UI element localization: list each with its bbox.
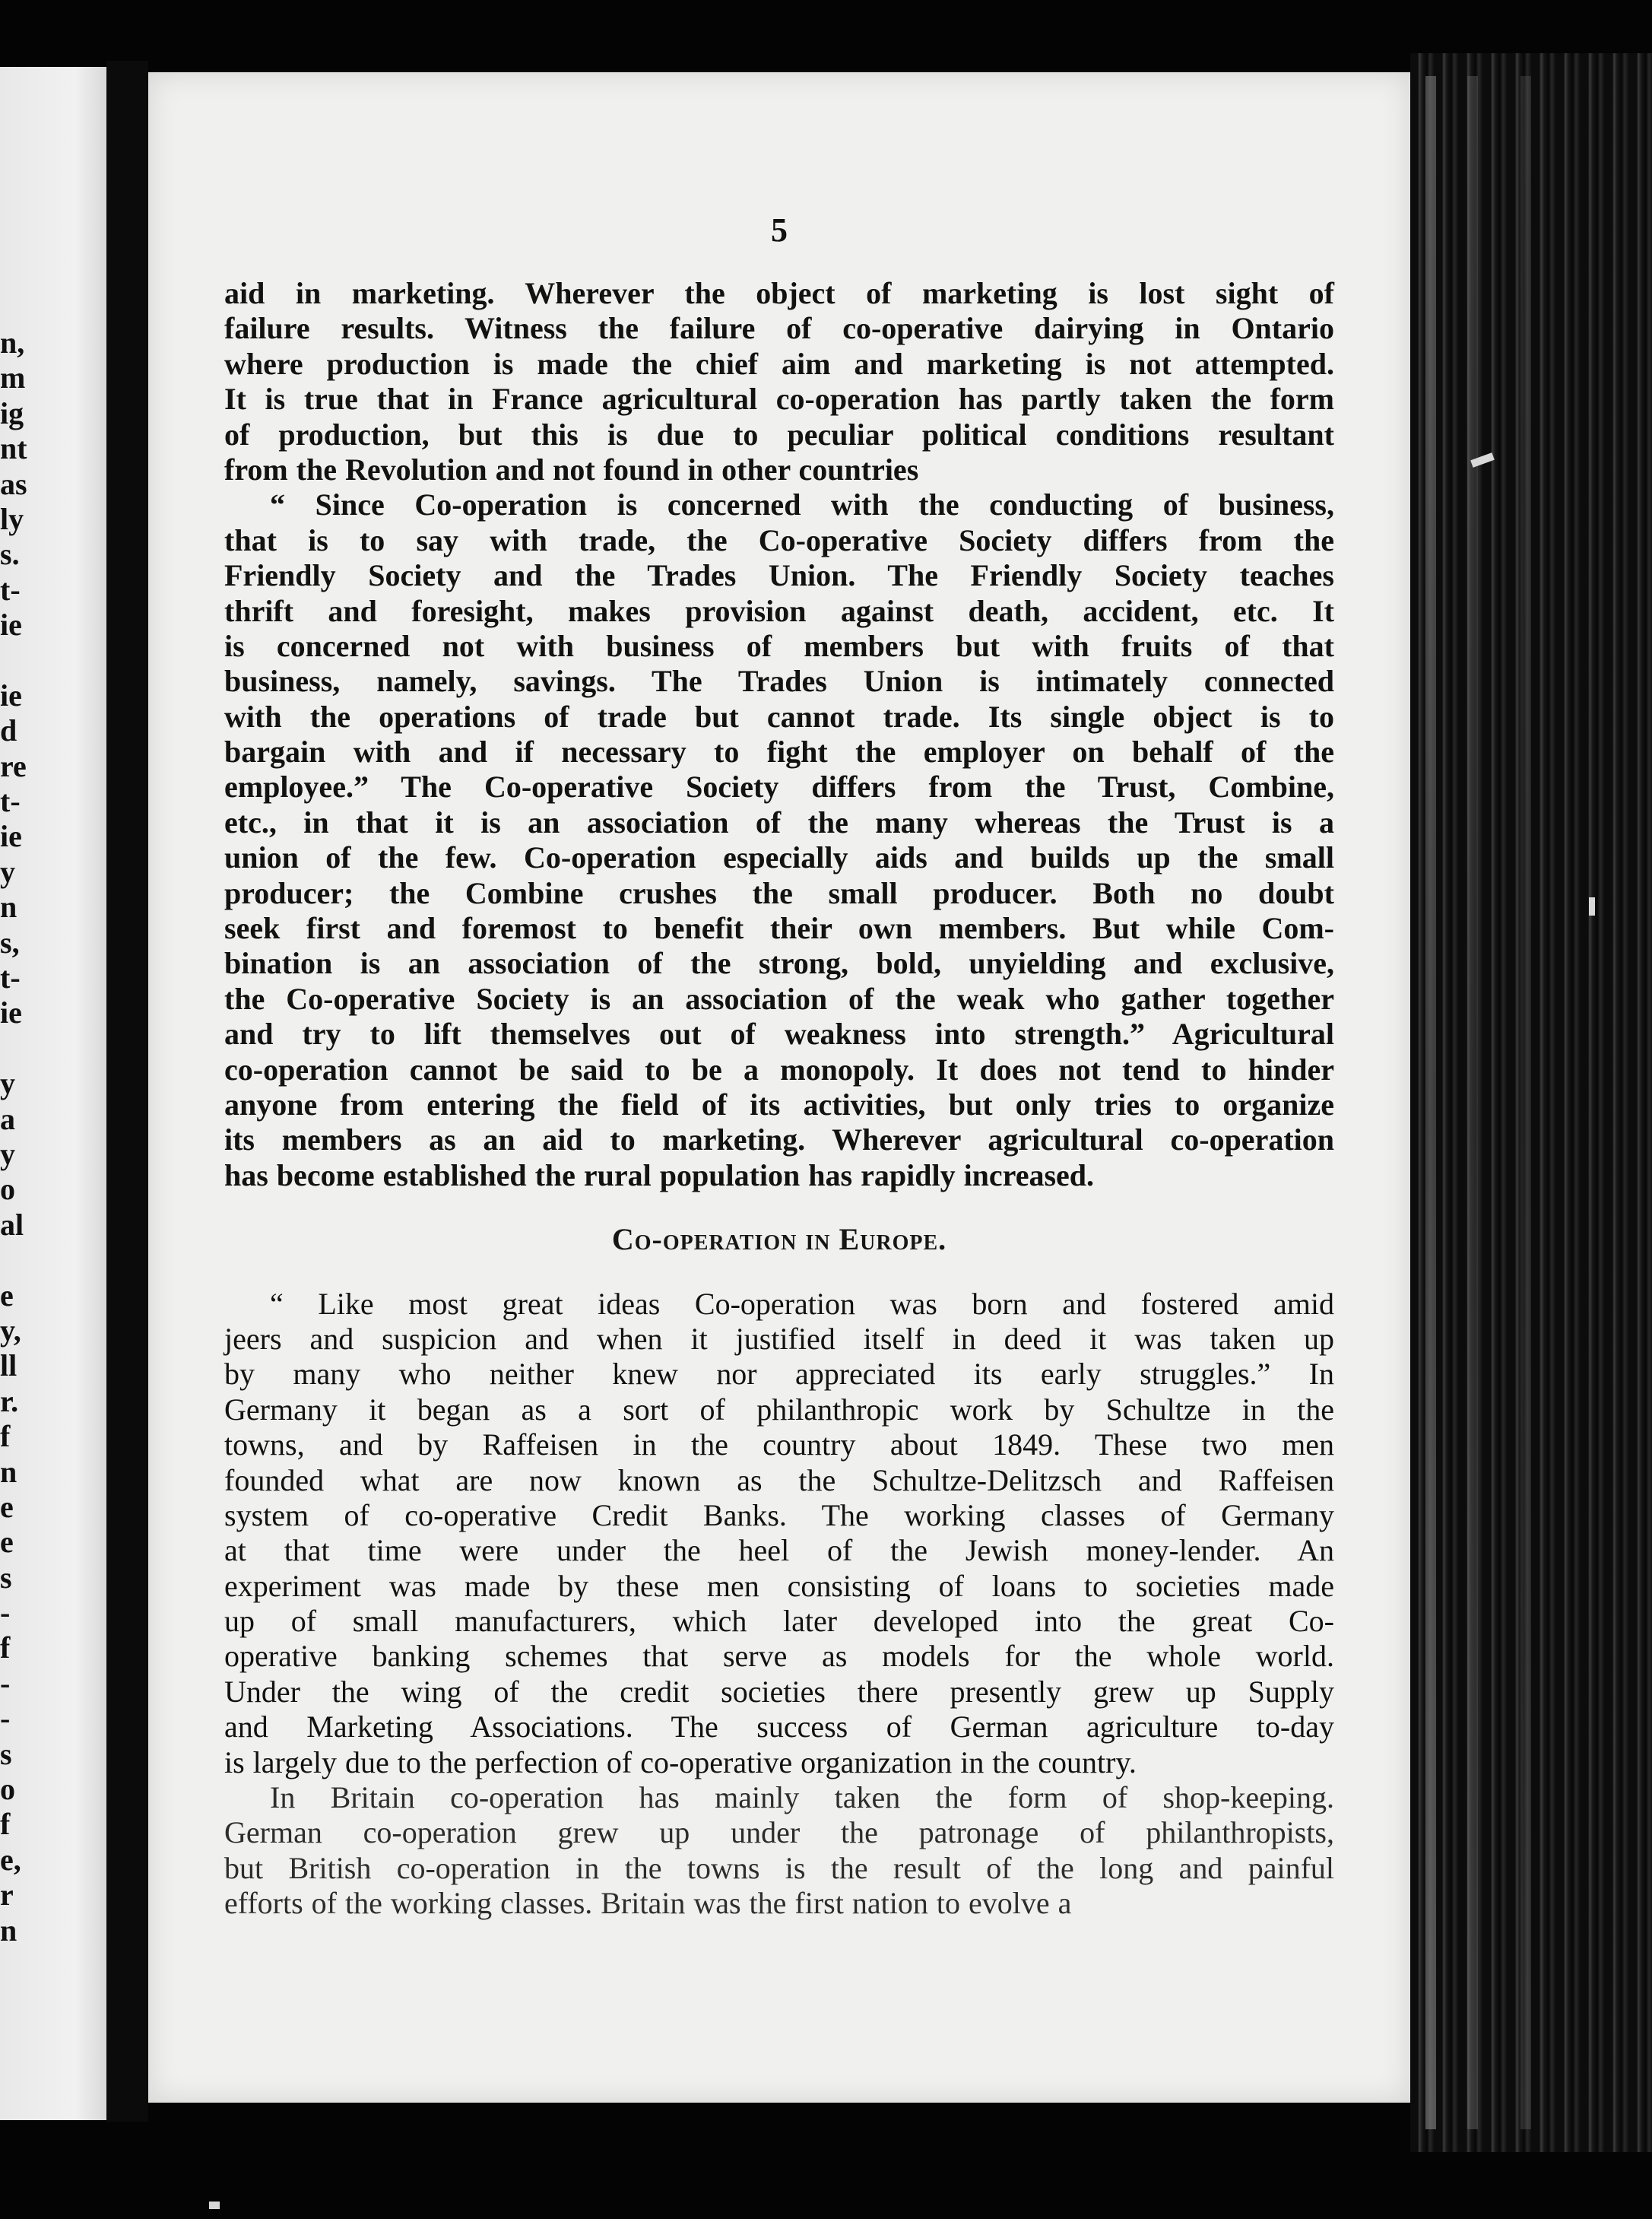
facing-page-fragment: nt: [0, 431, 27, 466]
facing-page-fragment: al: [0, 1207, 24, 1242]
facing-page-fragment: s.: [0, 537, 20, 572]
text-line: German co-operation grew up under the patronage of philanthropists,: [224, 1815, 1334, 1850]
facing-page-fragment: ly: [0, 501, 24, 536]
text-line: with the operations of trade but cannot trade. Its single object is to: [224, 699, 1334, 734]
text-line: employee.” The Co-operative Society differs from the Trust, Combine,: [224, 770, 1334, 805]
text-line: has become established the rural population has rapidly increased.: [224, 1157, 1095, 1192]
text-line: It is true that in France agricultural co-operation has partly taken the form: [224, 382, 1334, 417]
paragraph-britain: [224, 1780, 1334, 1922]
text-line: experiment was made by these men consisting of loans to societies made: [224, 1568, 1334, 1603]
text-line: system of co-operative Credit Banks. The working classes of Germany: [224, 1497, 1334, 1532]
text-line: the Co-operative Society is an association of the weak who gather together: [224, 981, 1334, 1016]
facing-page-fragment: y: [0, 854, 15, 889]
scan-speck: [1589, 897, 1595, 916]
facing-page-fragment: o: [0, 1172, 15, 1207]
facing-page-fragment: s,: [0, 925, 20, 960]
text-line: failure results. Witness the failure of co-operative dairying in Ontario: [224, 311, 1334, 346]
text-line: that is to say with trade, the Co-operative Society differs from the: [224, 522, 1334, 557]
text-line: jeers and suspicion and when it justified itself in deed it was taken up: [224, 1321, 1334, 1356]
text-line: anyone from entering the field of its activities, but only tries to organize: [224, 1087, 1334, 1122]
text-line: co-operation cannot be said to be a monopoly. It does not tend to hinder: [224, 1052, 1334, 1087]
facing-page-fragment: y: [0, 1136, 15, 1171]
facing-page-fragment: n,: [0, 325, 25, 360]
facing-page-fragment: ie: [0, 608, 22, 643]
text-line: at that time were under the heel of the Jewish money-lender. An: [224, 1533, 1334, 1568]
facing-page-fragment: ie: [0, 678, 22, 713]
facing-page-fragment: r: [0, 1878, 14, 1913]
facing-page-fragment: r.: [0, 1383, 19, 1418]
book-page: [148, 72, 1410, 2103]
page-number: 5: [771, 211, 788, 249]
text-line: operative banking schemes that serve as models for the whole world.: [224, 1639, 1334, 1674]
text-line: of production, but this is due to peculiar political conditions resultant: [224, 417, 1334, 452]
facing-page-fragment: n: [0, 1454, 17, 1489]
facing-page-fragment: ie: [0, 995, 22, 1030]
text-line: union of the few. Co-operation especially aids and builds up the small: [224, 840, 1334, 875]
section-heading: Co-operation in Europe.: [611, 1222, 947, 1257]
text-line: bination is an association of the strong, bold, unyielding and exclusive,: [224, 946, 1334, 981]
text-line: up of small manufacturers, which later developed into the great Co-: [224, 1604, 1334, 1639]
page-edge-highlight: [1520, 76, 1531, 2129]
book-gutter: [106, 61, 148, 2122]
facing-page-fragment: re: [0, 748, 27, 783]
text-line: aid in marketing. Wherever the object of marketing is lost sight of: [224, 276, 1334, 310]
text-line: founded what are now known as the Schultze-Delitzsch and Raffeisen: [224, 1462, 1334, 1497]
facing-page-fragment: o: [0, 1772, 15, 1807]
facing-page-fragment: -: [0, 1595, 11, 1630]
text-line: is concerned not with business of members but with fruits of that: [224, 628, 1334, 663]
paragraph-germany: [224, 1287, 1334, 1780]
facing-page-fragment: -: [0, 1701, 11, 1736]
facing-page-fragment: e: [0, 1525, 14, 1560]
facing-page-fragment: a: [0, 1101, 15, 1136]
text-line: business, namely, savings. The Trades Union is intimately connected: [224, 664, 1334, 699]
scan-speck: [209, 2202, 220, 2209]
page-edge-highlight: [1467, 76, 1478, 2129]
text-line: where production is made the chief aim and marketing is not attempted.: [224, 346, 1334, 381]
facing-page-fragment: d: [0, 713, 17, 748]
facing-page-fragment: -: [0, 1665, 11, 1700]
facing-page-fragment: s: [0, 1560, 12, 1595]
text-line: Germany it began as a sort of philanthropic work by Schultze in the: [224, 1392, 1334, 1427]
facing-page-fragment: as: [0, 466, 27, 501]
paragraph-quotation: [224, 487, 1334, 1193]
text-line: Under the wing of the credit societies there presently grew up Supply: [224, 1674, 1334, 1709]
text-line: and try to lift themselves out of weakness into strength.” Agricultural: [224, 1017, 1334, 1052]
text-line: bargain with and if necessary to fight the employer on behalf of the: [224, 735, 1334, 770]
facing-page-fragment: y,: [0, 1313, 21, 1348]
facing-page-fragment: n: [0, 1913, 17, 1948]
text-line: from the Revolution and not found in other countries: [224, 452, 919, 487]
facing-page-fragment: s: [0, 1736, 12, 1771]
text-line: “ Like most great ideas Co-operation was born and fostered amid: [270, 1286, 1334, 1321]
page-edge-highlight: [1425, 76, 1436, 2129]
text-line: but British co-operation in the towns is the result of the long and painful: [224, 1850, 1334, 1885]
facing-page-edge: [0, 67, 106, 2120]
facing-page-fragment: y: [0, 1066, 15, 1101]
facing-page-fragment: e,: [0, 1842, 21, 1877]
page-body: [224, 276, 1334, 1922]
book-page-edges: [1410, 53, 1652, 2152]
facing-page-fragment: ll: [0, 1348, 17, 1383]
text-line: towns, and by Raffeisen in the country about 1849. These two men: [224, 1427, 1334, 1462]
paragraph-marketing: [224, 276, 1334, 487]
facing-page-fragment: f: [0, 1807, 11, 1842]
facing-page-fragment: f: [0, 1630, 11, 1665]
text-line: is largely due to the perfection of co-operative organization in the country.: [224, 1744, 1137, 1779]
facing-page-fragment: e: [0, 1278, 14, 1313]
facing-page-fragment: f: [0, 1419, 11, 1454]
facing-page-fragment: [0, 1031, 38, 1066]
text-line: etc., in that it is an association of the many whereas the Trust is a: [224, 805, 1334, 840]
facing-page-fragment: ig: [0, 395, 24, 430]
facing-page-fragment: [0, 643, 38, 678]
facing-page-fragment: ie: [0, 819, 22, 854]
text-line: efforts of the working classes. Britain was the first nation to evolve a: [224, 1886, 1072, 1921]
facing-page-fragments: [0, 325, 38, 1948]
text-line: Friendly Society and the Trades Union. The Friendly Society teaches: [224, 558, 1334, 593]
facing-page-fragment: e: [0, 1489, 14, 1524]
facing-page-fragment: t-: [0, 572, 21, 607]
facing-page-fragment: t-: [0, 960, 21, 995]
facing-page-fragment: n: [0, 890, 17, 925]
text-line: In Britain co-operation has mainly taken the form of shop-keeping.: [270, 1780, 1334, 1815]
text-line: seek first and foremost to benefit their own members. But while Com-: [224, 911, 1334, 946]
text-line: “ Since Co-operation is concerned with the conducting of business,: [270, 487, 1334, 522]
text-line: and Marketing Associations. The success of German agriculture to-day: [224, 1709, 1334, 1744]
text-line: by many who neither knew nor appreciated its early struggles.” In: [224, 1357, 1334, 1392]
text-line: thrift and foresight, makes provision against death, accident, etc. It: [224, 593, 1334, 628]
text-line: producer; the Combine crushes the small producer. Both no doubt: [224, 875, 1334, 910]
text-line: its members as an aid to marketing. Wherever agricultural co-operation: [224, 1122, 1334, 1157]
facing-page-fragment: m: [0, 360, 26, 395]
facing-page-fragment: [0, 1243, 38, 1278]
facing-page-fragment: t-: [0, 784, 21, 819]
